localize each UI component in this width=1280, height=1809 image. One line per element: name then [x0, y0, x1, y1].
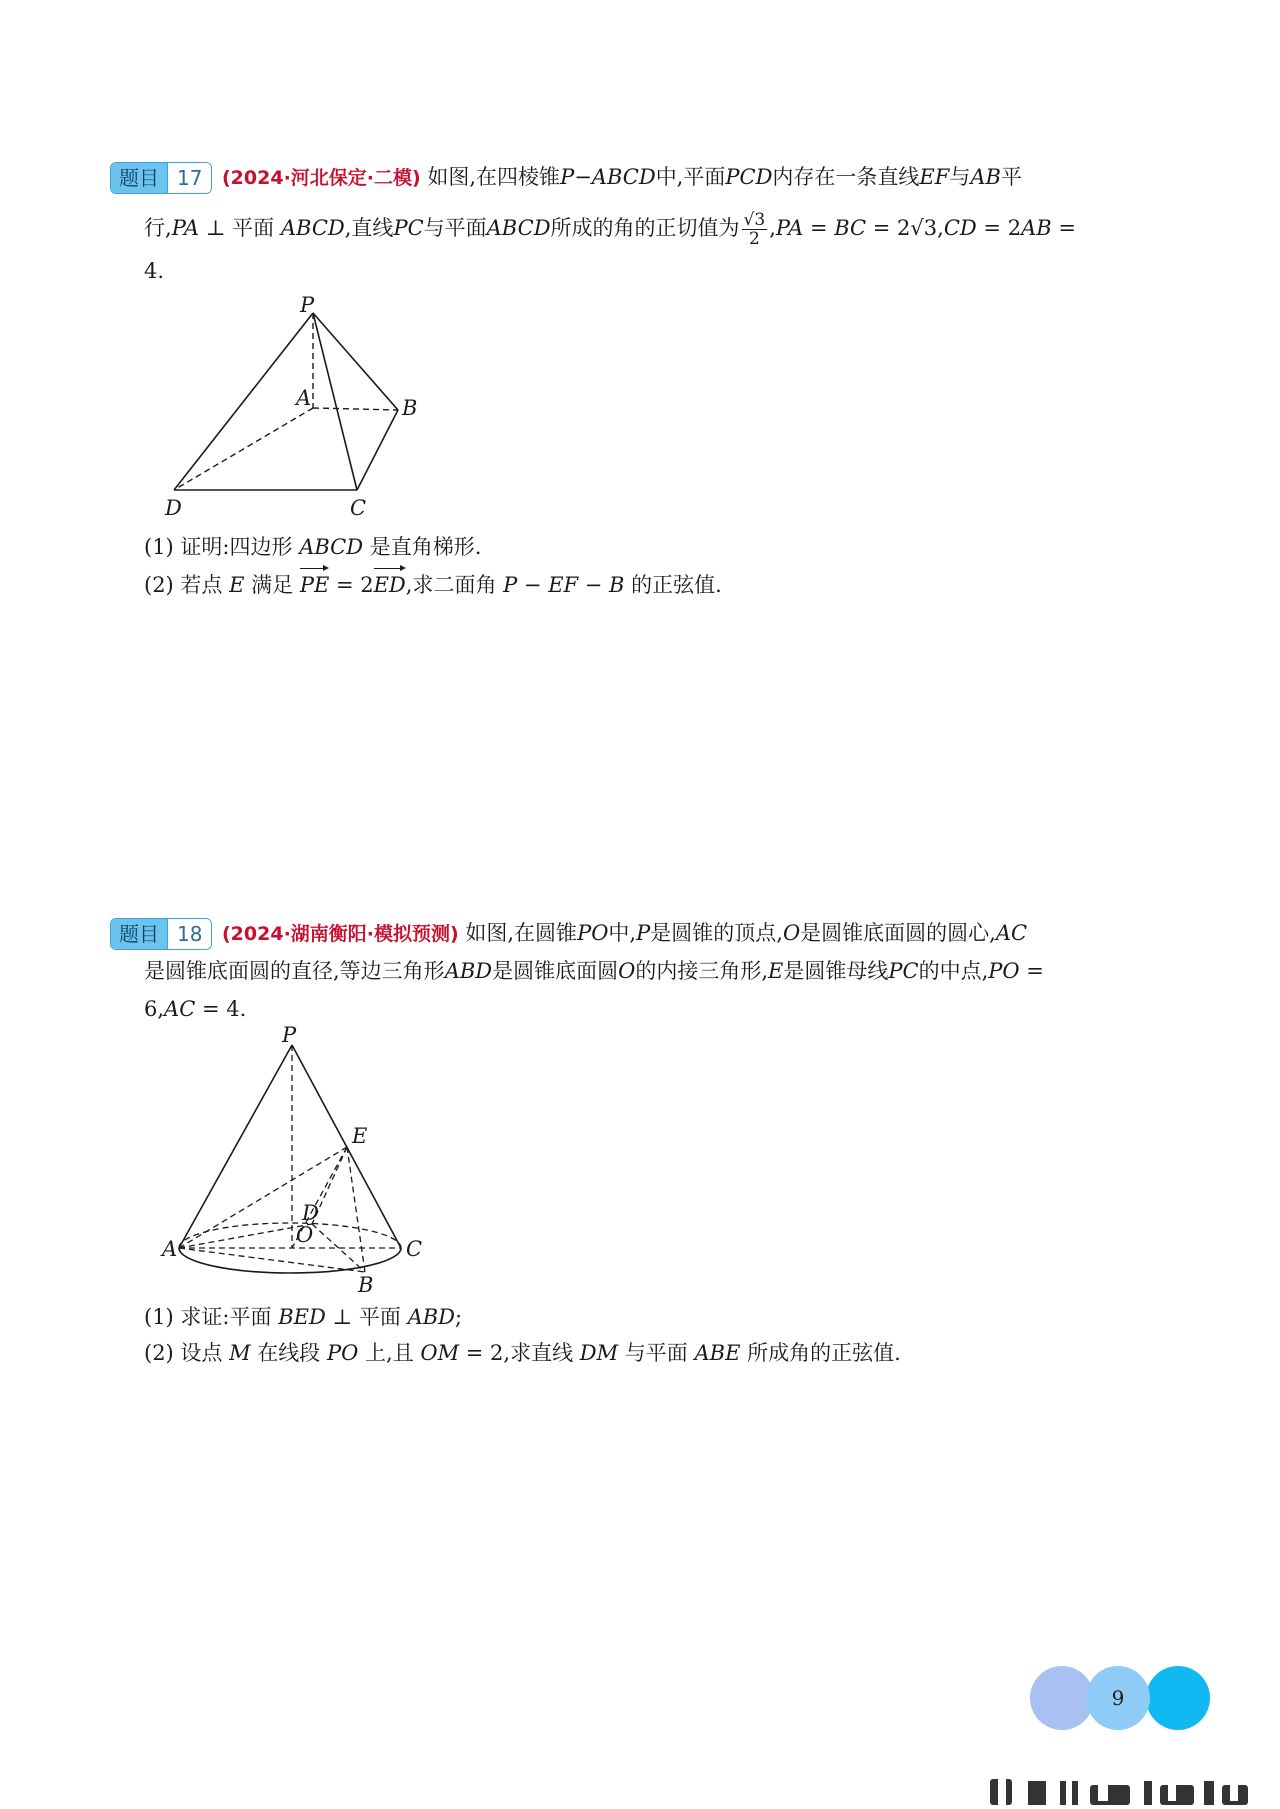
question-text: ;	[455, 1305, 463, 1329]
question-text: = 2,求直线	[459, 1341, 580, 1365]
math-var: ABD	[407, 1305, 456, 1329]
problem-stem-line-2	[144, 956, 1044, 986]
math-var: PCD	[725, 165, 773, 189]
math-var: P−ABCD	[560, 165, 656, 189]
math-var: BC	[834, 216, 867, 240]
decor-bar	[1060, 1781, 1066, 1805]
stem-text: = 4.	[195, 997, 247, 1021]
problem-stem-line-1	[222, 162, 1022, 193]
question-text: ,求二面角	[405, 573, 504, 597]
stem-text: = 2	[976, 216, 1022, 240]
stem-text: ,	[769, 216, 776, 240]
stem-text: 平	[1000, 165, 1022, 189]
decor-circle-right	[1146, 1666, 1210, 1730]
stem-text: 的中点,	[918, 959, 989, 983]
math-var: EF	[919, 165, 950, 189]
problem-stem-line-2	[144, 208, 1076, 248]
edge-AB-hidden	[313, 408, 398, 410]
base-circle-back	[179, 1223, 401, 1248]
math-var: ABE	[694, 1341, 741, 1365]
decor-bar	[1090, 1785, 1130, 1805]
question-text: (1) 证明:四边形	[144, 535, 300, 559]
vertex-label-P: P	[300, 293, 315, 317]
stem-text: 中,	[608, 921, 637, 945]
math-var: E	[229, 573, 245, 597]
stem-text: 内存在一条直线	[772, 165, 920, 189]
math-var: P	[636, 921, 651, 945]
page-number: 9	[1111, 1686, 1125, 1710]
stem-text: 中,平面	[655, 165, 726, 189]
edge-AD-hidden	[174, 408, 313, 490]
question-2	[144, 1338, 901, 1368]
vertex-label-A: A	[296, 386, 312, 410]
math-var: AC	[164, 997, 196, 1021]
stem-text: 是圆锥底面圆的直径,等边三角形	[144, 959, 445, 983]
math-var: AC	[995, 921, 1028, 945]
stem-text: 如图,在四棱锥	[427, 165, 561, 189]
decor-bar	[1028, 1781, 1046, 1805]
stem-text: 6,	[144, 997, 165, 1021]
decor-bar	[1098, 1785, 1108, 1801]
vertex-label-D: D	[302, 1201, 319, 1225]
problem-tag	[110, 162, 212, 194]
cone-diagram	[150, 1022, 450, 1292]
stem-text: = 2√3,	[866, 216, 944, 240]
math-var: PC	[888, 959, 919, 983]
generatrix-PA	[179, 1045, 292, 1248]
math-var: AB	[1021, 216, 1052, 240]
stem-text: 与	[949, 165, 971, 189]
pyramid-diagram	[150, 285, 450, 525]
math-var: E	[768, 959, 784, 983]
stem-text: 是圆锥母线	[783, 959, 889, 983]
math-var: ABD	[444, 959, 493, 983]
math-var: OM	[420, 1341, 460, 1365]
edge-CB	[357, 410, 398, 490]
decor-stripe	[990, 1775, 1260, 1809]
stem-text: 行,	[144, 216, 172, 240]
stem-text: ,直线	[344, 216, 394, 240]
decor-bar	[1230, 1785, 1238, 1801]
math-var: ABCD	[486, 216, 551, 240]
problem-tag	[110, 918, 212, 950]
math-var: ABCD	[280, 216, 345, 240]
segment-AB	[179, 1248, 365, 1272]
problem-source: (2024·湖南衡阳·模拟预测)	[222, 923, 459, 945]
fraction	[742, 211, 768, 248]
question-text: (2) 设点	[144, 1341, 230, 1365]
question-text: 上,且	[358, 1341, 421, 1365]
page-number-badge	[1030, 1662, 1220, 1732]
problem-stem-line-3: 4.	[144, 259, 165, 283]
stem-text: 如图,在圆锥	[465, 921, 578, 945]
math-var: AB	[970, 165, 1001, 189]
math-var: PO	[988, 959, 1020, 983]
stem-text: 与平面	[423, 216, 487, 240]
fraction-numerator: √3	[743, 210, 766, 230]
problem-number: 17	[167, 163, 211, 193]
decor-bar	[998, 1779, 1006, 1805]
math-var: PC	[393, 216, 424, 240]
decor-bar	[1168, 1785, 1176, 1801]
question-text: 在线段	[250, 1341, 327, 1365]
question-text: 是直角梯形.	[363, 535, 482, 559]
decor-bar	[1204, 1781, 1214, 1805]
math-var: ABCD	[299, 535, 364, 559]
math-var: CD	[943, 216, 977, 240]
stem-text: =	[1051, 216, 1076, 240]
vertex-label-C: C	[406, 1237, 423, 1261]
math-var: PA	[171, 216, 200, 240]
vertex-label-B: B	[358, 1273, 374, 1292]
question-text: ⊥ 平面	[325, 1305, 408, 1329]
problem-tag-label: 题目	[111, 163, 167, 193]
vertex-label-A: A	[162, 1237, 178, 1261]
stem-text: =	[1019, 959, 1044, 983]
edge-PD	[174, 313, 313, 490]
stem-text: =	[803, 216, 835, 240]
stem-text: 是圆锥的顶点,	[650, 921, 783, 945]
math-var: O	[782, 921, 801, 945]
fraction-denominator: 2	[748, 229, 760, 249]
vertex-label-D: D	[165, 496, 182, 520]
vertex-label-C: C	[350, 496, 367, 520]
math-var: PO	[577, 921, 609, 945]
problem-source: (2024·河北保定·二模)	[222, 167, 421, 189]
vector-PE: PE	[300, 570, 329, 600]
question-text: 所成角的正弦值.	[740, 1341, 901, 1365]
decor-bar	[1160, 1785, 1194, 1805]
problem-number: 18	[167, 919, 211, 949]
question-text: (1) 求证:平面	[144, 1305, 279, 1329]
math-var: PA	[775, 216, 804, 240]
stem-text: 所成的角的正切值为	[550, 216, 740, 240]
edge-PC	[313, 313, 357, 490]
math-var: O	[618, 959, 636, 983]
question-text: (2) 若点	[144, 573, 230, 597]
math-var: M	[229, 1341, 251, 1365]
question-text: 满足	[244, 573, 300, 597]
problem-tag-label: 题目	[111, 919, 167, 949]
problem-stem-line-3	[144, 994, 246, 1024]
question-2	[144, 570, 722, 600]
math-var: DM	[579, 1341, 619, 1365]
math-var: PO	[326, 1341, 359, 1365]
question-text: 与平面	[618, 1341, 695, 1365]
stem-text: 是圆锥底面圆的圆心,	[800, 921, 996, 945]
vertex-label-B: B	[402, 396, 418, 420]
vector-ED: ED	[374, 570, 406, 600]
math-var: P − EF − B	[503, 573, 625, 597]
decor-circle-left	[1030, 1666, 1094, 1730]
question-text: 的正弦值.	[624, 573, 722, 597]
vertex-label-O: O	[296, 1223, 314, 1247]
decor-bar	[1072, 1781, 1078, 1805]
problem-stem-line-1	[222, 918, 1027, 949]
stem-text: ⊥ 平面	[199, 216, 281, 240]
question-1	[144, 532, 481, 562]
question-1	[144, 1302, 462, 1332]
stem-text: 的内接三角形,	[635, 959, 769, 983]
vertex-label-P: P	[282, 1023, 297, 1047]
decor-bar	[1144, 1781, 1152, 1805]
vertex-label-E: E	[352, 1124, 368, 1148]
question-text: = 2	[329, 573, 374, 597]
stem-text: 是圆锥底面圆	[492, 959, 619, 983]
math-var: BED	[278, 1305, 326, 1329]
